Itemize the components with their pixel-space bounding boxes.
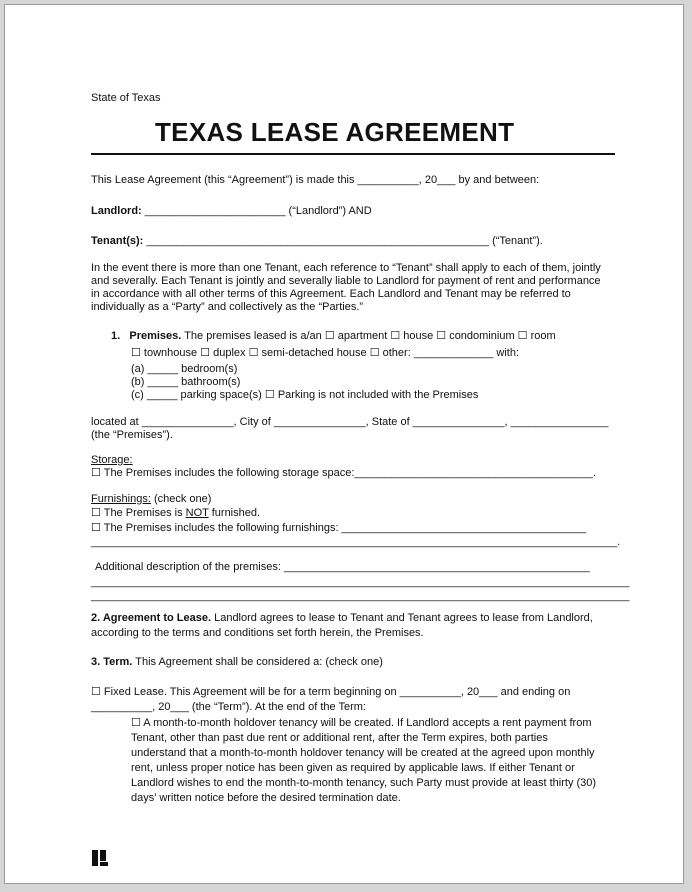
tenant-label: Tenant(s): [91, 235, 144, 247]
storage-heading: Storage: [91, 454, 133, 466]
title-rule [91, 153, 615, 155]
agreement-label: 2. Agreement to Lease. [91, 612, 212, 624]
not-furnished-line [91, 507, 260, 520]
landlord-line [91, 205, 372, 218]
additional-description: Additional description of the premises: __________________________________________________ [95, 561, 590, 573]
term-label: 3. Term. [91, 656, 133, 668]
furnishings-blank: ______________________________________________________________________________________. [91, 536, 621, 548]
premises-bedrooms: (a) _____ bedroom(s) [131, 363, 238, 375]
lawdistrict-logo-icon [92, 850, 108, 866]
intro-para-line-3: in accordance with all other terms of this Agreement. Each Landlord and Tenant may be referred to [91, 288, 571, 300]
fixed-lease-line-2: __________, 20___ (the “Term”). At the end of the Term: [91, 701, 366, 713]
additional-blank-2: ________________________________________________________________________________________ [91, 590, 630, 602]
premises-located: located at _______________, City of _______________, State of _______________, ________________ [91, 416, 609, 428]
storage-line: ☐ The Premises includes the following storage space:_______________________________________. [91, 467, 597, 479]
fixed-lease-line-1: ☐ Fixed Lease. This Agreement will be for a term beginning on __________, 20___ and ending on [91, 686, 571, 698]
tenant-line [91, 235, 543, 248]
not-word: NOT [185, 507, 209, 519]
premises-the-premises: (the “Premises”). [91, 429, 173, 441]
landlord-label: Landlord: [91, 205, 142, 217]
document-title: TEXAS LEASE AGREEMENT [155, 117, 515, 147]
document-page [4, 4, 684, 884]
holdover-line-4: rent, unless proper notice has been given as required by applicable laws. If either Tenant or [131, 762, 575, 774]
premises-line-1 [111, 330, 556, 343]
state-label: State of Texas [91, 92, 161, 104]
intro-made-this: This Lease Agreement (this “Agreement”) is made this __________, 20___ by and between: [91, 174, 540, 186]
tenant-blank: ________________________________________________________ (“Tenant”). [146, 235, 543, 247]
premises-parking: (c) _____ parking space(s) ☐ Parking is not included with the Premises [131, 389, 479, 401]
agreement-line-1 [91, 612, 593, 625]
intro-para-line-2: and severally. Each Tenant is jointly and severally liable to Landlord for payment of rent and performance [91, 275, 601, 287]
agreement-line-2: according to the terms and conditions set forth herein, the Premises. [91, 627, 424, 639]
landlord-blank: _______________________ (“Landlord”) AND [144, 205, 372, 217]
intro-para-line-4: individually as a “Party” and collectively as the “Parties.” [91, 301, 364, 313]
furnishings-check-one: (check one) [150, 493, 212, 505]
premises-label: Premises. [129, 330, 182, 342]
holdover-line-1: ☐ A month-to-month holdover tenancy will be created. If Landlord accepts a rent payment from [131, 717, 592, 729]
holdover-line-2: Tenant, other than past due rent or additional rent, after the Term expires, both parties [131, 732, 548, 744]
premises-number: 1. [111, 330, 121, 342]
additional-blank-1: ________________________________________________________________________________________ [91, 576, 630, 588]
term-line [91, 656, 383, 669]
furnishings-heading-line [91, 493, 211, 506]
holdover-line-3: understand that a month-to-month holdover tenancy will be created at the agreed upon monthly [131, 747, 595, 759]
intro-para-line-1: In the event there is more than one Tenant, each reference to “Tenant” shall apply to each of them, jointly [91, 262, 601, 274]
holdover-line-5: Landlord wishes to end the month-to-month tenancy, such Party must provide at least thirty (30) [131, 777, 597, 789]
furnishings-heading: Furnishings: [91, 493, 151, 505]
premises-bathrooms: (b) _____ bathroom(s) [131, 376, 241, 388]
premises-line-2: ☐ townhouse ☐ duplex ☐ semi-detached house ☐ other: _____________ with: [131, 347, 520, 359]
term-text: This Agreement shall be considered a: (check one) [132, 656, 383, 668]
not-furnished-pre: ☐ The Premises is [91, 507, 186, 519]
holdover-line-6: days’ written notice before the desired termination date. [131, 792, 401, 804]
premises-types: The premises leased is a/an ☐ apartment ☐ house ☐ condominium ☐ room [184, 330, 556, 342]
not-furnished-post: furnished. [208, 507, 261, 519]
agreement-text-1: Landlord agrees to lease to Tenant and Tenant agrees to lease from Landlord, [211, 612, 593, 624]
furnishings-line: ☐ The Premises includes the following furnishings: ________________________________________ [91, 522, 587, 534]
